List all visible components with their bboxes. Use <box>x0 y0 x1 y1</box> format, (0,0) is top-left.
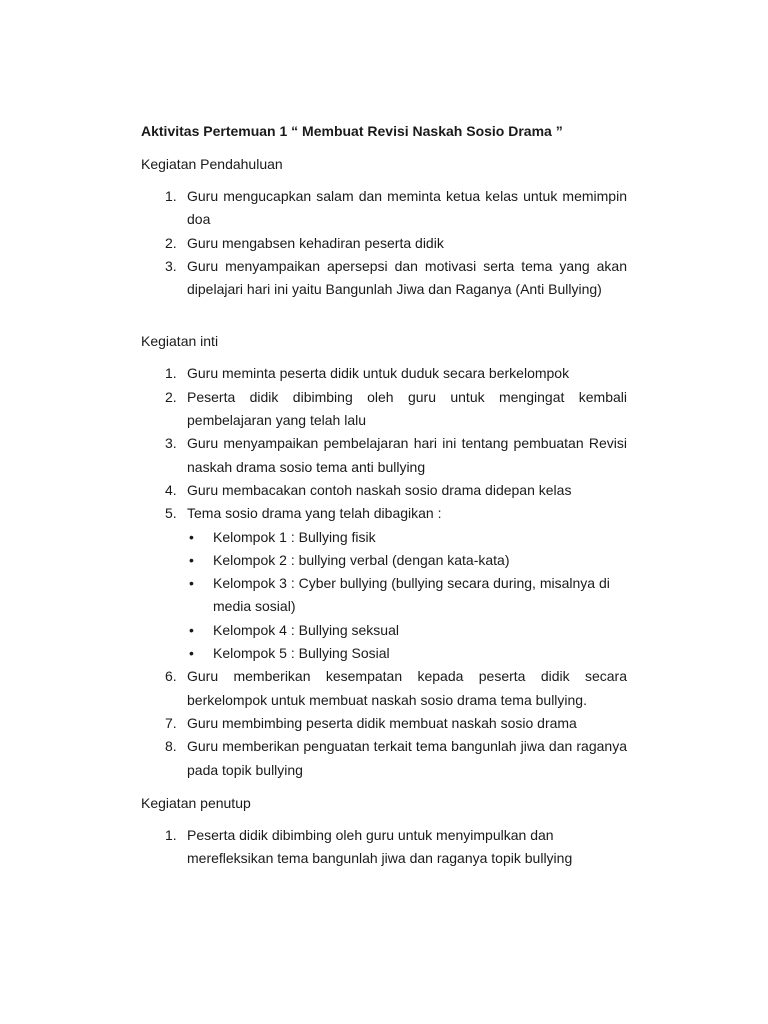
section-heading-penutup: Kegiatan penutup <box>141 794 251 811</box>
list-item-text: Guru membimbing peserta didik membuat naskah sosio drama <box>187 714 577 731</box>
list-item <box>141 362 627 385</box>
list-item <box>141 185 627 232</box>
list-item <box>141 665 627 712</box>
spacer <box>141 301 627 331</box>
list-item <box>141 502 627 525</box>
list-number: 3. <box>165 435 177 452</box>
list-item <box>141 432 627 479</box>
document-title: Aktivitas Pertemuan 1 “ Membuat Revisi Naskah Sosio Drama ” <box>141 123 563 139</box>
list-number: 1. <box>165 365 177 382</box>
bullet-item <box>141 526 627 549</box>
list-number: 6. <box>165 668 177 685</box>
bullet-item <box>141 619 627 642</box>
bullet-item <box>141 549 627 572</box>
list-item <box>141 232 627 255</box>
list-item-text: Guru menyampaikan pembelajaran hari ini tentang pembuatan Revisi naskah drama sosio tema anti bullying <box>187 435 627 475</box>
list-number: 5. <box>165 505 177 522</box>
section-heading-pendahuluan: Kegiatan Pendahuluan <box>141 156 283 172</box>
bullet-icon: • <box>189 528 194 545</box>
bullet-item-text: Kelompok 3 : Cyber bullying (bullying secara during, misalnya di media sosial) <box>213 575 610 615</box>
list-item-text: Peserta didik dibimbing oleh guru untuk menyimpulkan dan merefleksikan tema bangunlah jiwa dan raganya topik bullying <box>187 826 573 867</box>
list-item <box>141 386 627 433</box>
list-number: 2. <box>165 234 177 251</box>
list-item <box>141 712 627 735</box>
list-item-text: Guru mengucapkan salam dan meminta ketua kelas untuk memimpin doa <box>187 188 627 228</box>
list-number: 1. <box>165 826 177 843</box>
list-item-text: Tema sosio drama yang telah dibagikan : <box>187 505 442 522</box>
bullet-item <box>141 572 627 619</box>
list-item <box>141 255 627 302</box>
pendahuluan-list <box>141 185 627 301</box>
bullet-icon: • <box>189 551 194 568</box>
list-item <box>141 824 627 871</box>
document-content <box>141 121 627 870</box>
list-item-text: Guru membacakan contoh naskah sosio drama didepan kelas <box>187 481 572 498</box>
list-item-text: Guru memberikan kesempatan kepada peserta didik secara berkelompok untuk membuat naskah sosio drama tema bullying. <box>187 668 627 708</box>
list-number: 3. <box>165 257 177 274</box>
list-item <box>141 735 627 782</box>
list-number: 2. <box>165 388 177 405</box>
list-number: 4. <box>165 481 177 498</box>
section-heading-inti: Kegiatan inti <box>141 333 219 350</box>
list-item <box>141 479 627 502</box>
bullet-item-text: Kelompok 4 : Bullying seksual <box>213 621 399 638</box>
spacer <box>141 782 627 793</box>
bullet-icon: • <box>189 645 194 662</box>
bullet-item-text: Kelompok 1 : Bullying fisik <box>213 528 376 545</box>
penutup-list <box>141 824 627 871</box>
kelompok-list <box>141 526 627 666</box>
bullet-icon: • <box>189 575 194 592</box>
list-item-text: Guru meminta peserta didik untuk duduk secara berkelompok <box>187 365 570 382</box>
list-number: 8. <box>165 738 177 755</box>
inti-list <box>141 362 627 525</box>
list-item-text: Guru mengabsen kehadiran peserta didik <box>187 234 444 251</box>
inti-list-continued <box>141 665 627 781</box>
list-item-text: Guru memberikan penguatan terkait tema bangunlah jiwa dan raganya pada topik bullying <box>187 738 627 778</box>
bullet-icon: • <box>189 621 194 638</box>
list-number: 1. <box>165 188 177 204</box>
bullet-item-text: Kelompok 2 : bullying verbal (dengan kata-kata) <box>213 551 510 568</box>
list-item-text: Guru menyampaikan apersepsi dan motivasi serta tema yang akan dipelajari hari ini yaitu Bangunlah Jiwa dan Raganya (Anti Bullying) <box>187 257 627 298</box>
list-item-text: Peserta didik dibimbing oleh guru untuk mengingat kembali pembelajaran yang telah lalu <box>187 388 627 429</box>
bullet-item <box>141 642 627 665</box>
bullet-item-text: Kelompok 5 : Bullying Sosial <box>213 645 390 662</box>
list-number: 7. <box>165 714 177 731</box>
